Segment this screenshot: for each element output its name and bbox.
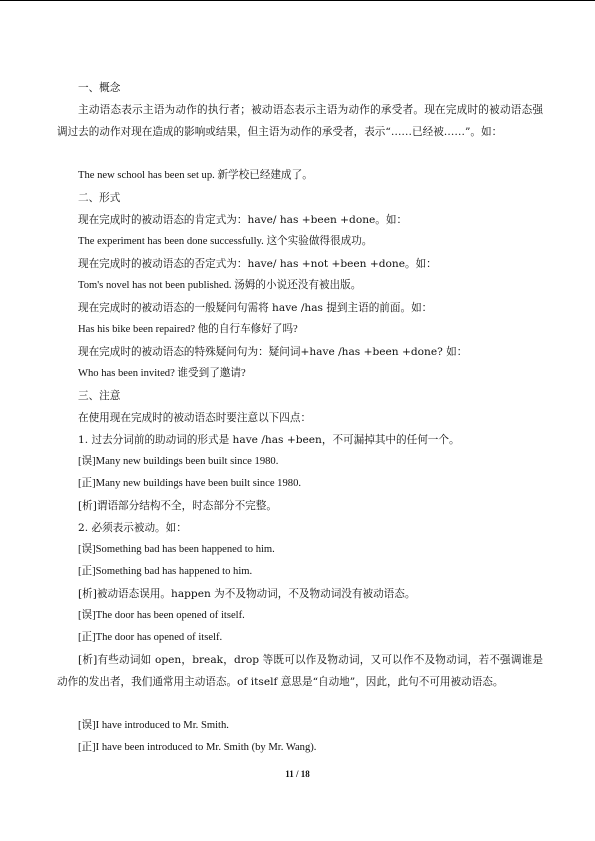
example-sentence: The experiment has been done successfully. 这个实验做得很成功。	[78, 236, 373, 247]
notes-intro: 在使用现在完成时的被动语态时要注意以下四点：	[78, 412, 312, 424]
wrong-example: [误]The door has been opened of itself.	[78, 610, 245, 621]
analysis-note: [析]被动语态误用。happen 为不及物动词，不及物动词没有被动语态。	[78, 588, 416, 600]
analysis-note: [析]谓语部分结构不全，时态部分不完整。	[78, 500, 277, 512]
example-sentence: Has his bike been repaired? 他的自行车修好了吗?	[78, 324, 298, 335]
top-rule	[0, 0, 595, 1]
example-sentence: Who has been invited? 谁受到了邀请?	[78, 368, 246, 379]
affirmative-form-rule: 现在完成时的被动语态的肯定式为：have/ has +been +done。如：	[78, 214, 408, 226]
note-item-1: 1. 过去分词前的助动词的形式是 have /has +been，不可漏掉其中的任何一个。	[78, 434, 460, 446]
correct-example: [正]The door has opened of itself.	[78, 632, 223, 643]
general-question-rule: 现在完成时的被动语态的一般疑问句需将 have /has 提到主语的前面。如：	[78, 302, 433, 314]
concept-paragraph: 主动语态表示主语为动作的执行者；被动语态表示主语为动作的承受者。现在完成时的被动语态强调过去的动作对现在造成的影响或结果，但主语为动作的承受者，表示“……已经被……”。如：	[57, 104, 543, 138]
negative-form-rule: 现在完成时的被动语态的否定式为：have/ has +not +been +done。如：	[78, 258, 437, 270]
correct-example: [正]Something bad has happened to him.	[78, 566, 253, 577]
note-item-2: 2. 必须表示被动。如：	[78, 522, 187, 534]
special-question-rule: 现在完成时的被动语态的特殊疑问句为：疑问词+have /has +been +done? 如：	[78, 346, 468, 358]
section-heading-form: 二、形式	[78, 192, 121, 204]
correct-example: [正]Many new buildings have been built since 1980.	[78, 478, 302, 489]
section-heading-concept: 一、概念	[78, 82, 121, 94]
wrong-example: [误]Many new buildings been built since 1980.	[78, 456, 279, 467]
analysis-note: [析]有些动词如 open，break，drop 等既可以作及物动词，又可以作不及物动词，若不强调谁是动作的发出者，我们通常用主动语态。of itself 意思是“自动地”，因此，此句不可用被动语态。	[57, 654, 543, 688]
correct-example: [正]I have been introduced to Mr. Smith (by Mr. Wang).	[78, 742, 317, 753]
example-sentence: Tom's novel has not been published. 汤姆的小说还没有被出版。	[78, 280, 362, 291]
example-sentence: The new school has been set up. 新学校已经建成了。	[78, 170, 313, 181]
page-number: 11 / 18	[285, 769, 310, 779]
wrong-example: [误]I have introduced to Mr. Smith.	[78, 720, 229, 731]
section-heading-notes: 三、注意	[78, 390, 121, 402]
wrong-example: [误]Something bad has been happened to him.	[78, 544, 275, 555]
